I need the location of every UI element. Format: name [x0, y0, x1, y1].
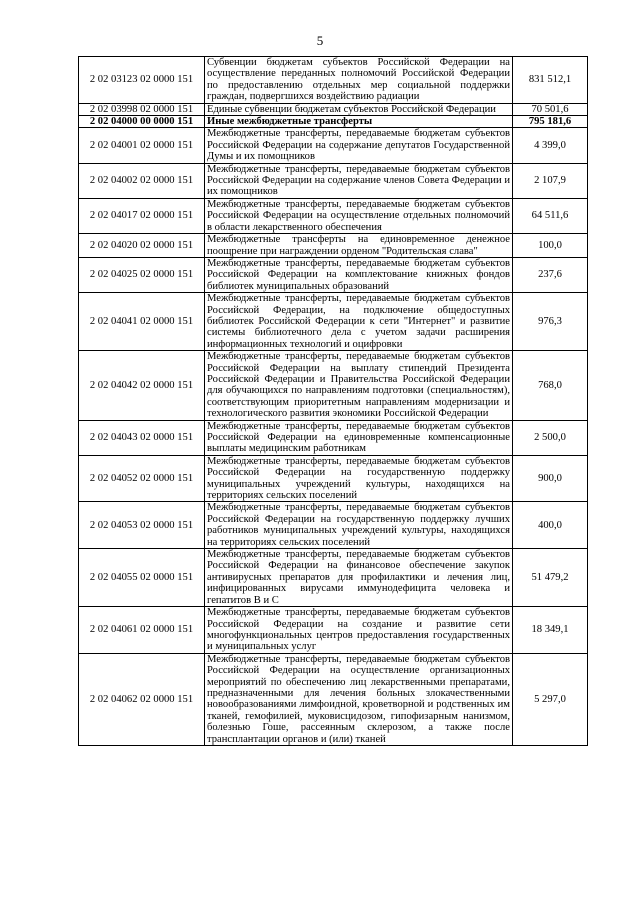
amount: 2 107,9	[513, 163, 588, 198]
amount: 976,3	[513, 293, 588, 351]
budget-code: 2 02 04002 02 0000 151	[79, 163, 205, 198]
table-row	[79, 57, 588, 104]
row-description: Межбюджетные трансферты на единовременное денежное поощрение при награждении орденом "Родительская слава"	[205, 234, 513, 258]
table-row-group-total	[79, 116, 588, 128]
budget-code: 2 02 04025 02 0000 151	[79, 257, 205, 292]
row-description: Межбюджетные трансферты, передаваемые бюджетам субъектов Российской Федерации на комплектование книжных фондов библиотек муниципальных образований	[205, 257, 513, 292]
row-description: Иные межбюджетные трансферты	[205, 116, 513, 128]
amount: 100,0	[513, 234, 588, 258]
budget-code: 2 02 04053 02 0000 151	[79, 502, 205, 549]
amount: 70 501,6	[513, 103, 588, 115]
page-number: 5	[316, 33, 324, 48]
row-description: Единые субвенции бюджетам субъектов Российской Федерации	[205, 103, 513, 115]
table-row	[79, 607, 588, 654]
table-row	[79, 549, 588, 607]
budget-code: 2 02 03998 02 0000 151	[79, 103, 205, 115]
row-description: Межбюджетные трансферты, передаваемые бюджетам субъектов Российской Федерации на содержание членов Совета Федерации и их помощников	[205, 163, 513, 198]
amount: 237,6	[513, 257, 588, 292]
amount: 64 511,6	[513, 198, 588, 233]
budget-code: 2 02 04062 02 0000 151	[79, 653, 205, 745]
row-description: Межбюджетные трансферты, передаваемые бюджетам субъектов Российской Федерации на создание и развитие сети многофункциональных центров предоставления государственных и муниципальных услуг	[205, 607, 513, 654]
amount: 831 512,1	[513, 57, 588, 104]
budget-code: 2 02 04017 02 0000 151	[79, 198, 205, 233]
table-row	[79, 234, 588, 258]
budget-code: 2 02 04042 02 0000 151	[79, 351, 205, 420]
budget-code: 2 02 04052 02 0000 151	[79, 455, 205, 502]
budget-code: 2 02 04043 02 0000 151	[79, 420, 205, 455]
amount: 2 500,0	[513, 420, 588, 455]
budget-code: 2 02 04055 02 0000 151	[79, 549, 205, 607]
table-row	[79, 257, 588, 292]
row-description: Межбюджетные трансферты, передаваемые бюджетам субъектов Российской Федерации на осуществление отдельных полномочий в области лекарственного обеспечения	[205, 198, 513, 233]
amount: 4 399,0	[513, 128, 588, 163]
row-description: Межбюджетные трансферты, передаваемые бюджетам субъектов Российской Федерации на финансовое обеспечение закупок антивирусных препаратов для профилактики и лечения лиц, инфицированных вирусами иммунодефицита человека и гепатитов В и С	[205, 549, 513, 607]
table-row	[79, 653, 588, 745]
budget-code: 2 02 04001 02 0000 151	[79, 128, 205, 163]
amount: 18 349,1	[513, 607, 588, 654]
table-row	[79, 103, 588, 115]
row-description: Межбюджетные трансферты, передаваемые бюджетам субъектов Российской Федерации на выплату стипендий Президента Российской Федерации и Правительства Российской Федерации для обучающихся по направлениям подготовки (специальностям), соответствующим приоритетным направлениям модернизации и технологического развития экономики Российской Федерации	[205, 351, 513, 420]
amount: 5 297,0	[513, 653, 588, 745]
amount: 795 181,6	[513, 116, 588, 128]
row-description: Межбюджетные трансферты, передаваемые бюджетам субъектов Российской Федерации на государственную поддержку муниципальных учреждений культуры, находящихся на территориях сельских поселений	[205, 455, 513, 502]
table-row	[79, 293, 588, 351]
row-description: Межбюджетные трансферты, передаваемые бюджетам субъектов Российской Федерации на осуществление организационных мероприятий по обеспечению лиц лекарственными препаратами, предназначенными для лечения больных злокачественными новообразованиями лимфоидной, кроветворной и родственных им тканей, гемофилией, муковисцидозом, гипофизарным нанизмом, болезнью Гоше, рассеянным склерозом, а также после трансплантации органов и (или) тканей	[205, 653, 513, 745]
budget-code: 2 02 04061 02 0000 151	[79, 607, 205, 654]
table-row	[79, 502, 588, 549]
row-description: Межбюджетные трансферты, передаваемые бюджетам субъектов Российской Федерации, на подключение общедоступных библиотек Российской Федерации к сети "Интернет" и развитие системы библиотечного дела с учетом задачи расширения информационных технологий и оцифровки	[205, 293, 513, 351]
row-description: Межбюджетные трансферты, передаваемые бюджетам субъектов Российской Федерации на единовременные компенсационные выплаты медицинским работникам	[205, 420, 513, 455]
row-description: Субвенции бюджетам субъектов Российской Федерации на осуществление переданных полномочий Российской Федерации по предоставлению отдельных мер социальной поддержки граждан, подвергшихся воздействию радиации	[205, 57, 513, 104]
budget-transfers-table	[78, 56, 588, 746]
table-row	[79, 455, 588, 502]
amount: 768,0	[513, 351, 588, 420]
row-description: Межбюджетные трансферты, передаваемые бюджетам субъектов Российской Федерации на государственную поддержку лучших работников муниципальных учреждений культуры, находящихся на территориях сельских поселений	[205, 502, 513, 549]
budget-code: 2 02 04020 02 0000 151	[79, 234, 205, 258]
table-row	[79, 128, 588, 163]
budget-code: 2 02 04000 00 0000 151	[79, 116, 205, 128]
table-row	[79, 351, 588, 420]
amount: 51 479,2	[513, 549, 588, 607]
budget-code: 2 02 03123 02 0000 151	[79, 57, 205, 104]
table-row	[79, 198, 588, 233]
row-description: Межбюджетные трансферты, передаваемые бюджетам субъектов Российской Федерации на содержание депутатов Государственной Думы и их помощников	[205, 128, 513, 163]
amount: 900,0	[513, 455, 588, 502]
table-row	[79, 420, 588, 455]
table-row	[79, 163, 588, 198]
budget-code: 2 02 04041 02 0000 151	[79, 293, 205, 351]
amount: 400,0	[513, 502, 588, 549]
